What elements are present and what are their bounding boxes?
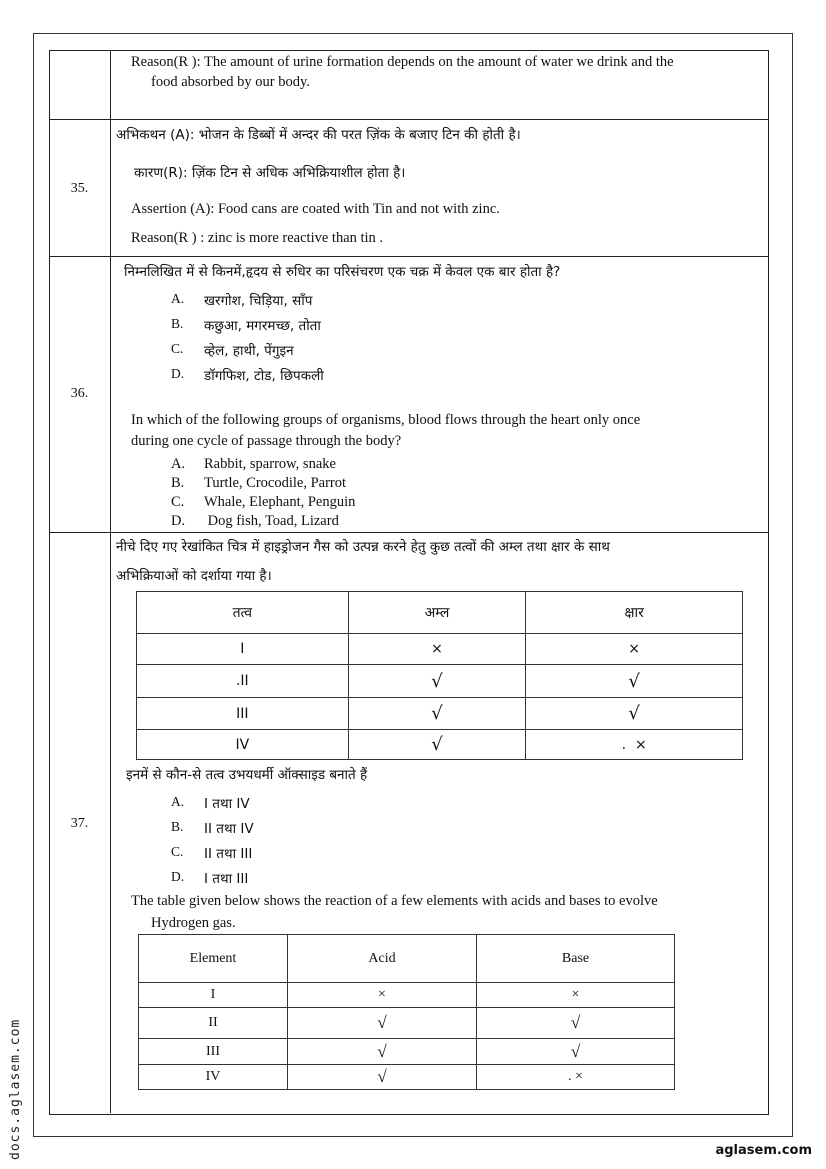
q35-assertion-hindi: अभिकथन (A): भोजन के डिब्बों में अन्दर की परत ज़िंक के बजाए टिन की होती है। (116, 127, 521, 143)
q34-reason-line2: food absorbed by our body. (151, 74, 310, 90)
table-header-cell: क्षार (526, 592, 743, 634)
option-text: डॉगफिश, टोड, छिपकली (204, 368, 324, 384)
option-label: B. (171, 316, 184, 331)
table-row (137, 665, 743, 698)
option-text: व्हेल, हाथी, पेंगुइन (204, 343, 294, 359)
option-label: D. (171, 869, 185, 884)
table-header-cell: अम्ल (348, 592, 526, 634)
side-watermark: docs.aglasem.com (8, 1018, 23, 1160)
table-cell: √ (288, 1039, 477, 1065)
q36-question-english-line1: In which of the following groups of organisms, blood flows through the heart only once (131, 412, 641, 428)
table-cell: √ (288, 1065, 477, 1090)
q36-question-english-line2: during one cycle of passage through the body? (131, 433, 402, 449)
table-cell: × (348, 634, 526, 665)
element-reaction-table-hindi (136, 591, 743, 760)
option-text: II तथा III (204, 846, 253, 862)
table-cell: IV (137, 730, 349, 760)
q37-intro-hindi-line1: नीचे दिए गए रेखांकित चित्र में हाइड्रोजन गैस को उत्पन्न करने हेतु कुछ तत्वों की अम्ल तथा क्षार के साथ (116, 539, 610, 555)
table-header-cell: तत्व (137, 592, 349, 634)
option-text: खरगोश, चिड़िया, साँप (204, 293, 313, 309)
table-cell: × (526, 634, 743, 665)
element-reaction-table-english (138, 934, 675, 1090)
option-label: A. (171, 794, 185, 809)
table-cell: √ (348, 665, 526, 698)
q37-intro-english-line2: Hydrogen gas. (151, 915, 236, 931)
option-text: II तथा IV (204, 821, 254, 837)
option-label: D. (171, 513, 186, 529)
table-header-row (139, 935, 675, 983)
table-cell: × (288, 983, 477, 1008)
option-label: C. (171, 341, 184, 356)
option-label: D. (171, 366, 185, 381)
table-cell: I (137, 634, 349, 665)
table-header-row (137, 592, 743, 634)
option-label: A. (171, 291, 185, 306)
table-header-cell: Acid (288, 935, 477, 983)
option-label: B. (171, 819, 184, 834)
table-cell: I (139, 983, 288, 1008)
q35-reason-english: Reason(R ) : zinc is more reactive than tin . (131, 230, 384, 246)
q34-reason-line1: Reason(R ): The amount of urine formation depends on the amount of water we drink and the (131, 54, 674, 70)
table-row (139, 1065, 675, 1090)
table-cell: III (139, 1039, 288, 1065)
q36-question-hindi: निम्नलिखित में से किनमें,हृदय से रुधिर का परिसंचरण एक चक्र में केवल एक बार होता है? (124, 264, 561, 280)
column-divider (110, 50, 111, 1113)
table-cell: √ (477, 1008, 675, 1039)
row-divider (49, 119, 769, 120)
brand-footer: aglasem.com (715, 1143, 812, 1158)
table-row (137, 730, 743, 760)
table-header-cell: Base (477, 935, 675, 983)
option-text: Whale, Elephant, Penguin (204, 494, 356, 510)
table-cell: IV (139, 1065, 288, 1090)
table-row (139, 1039, 675, 1065)
option-text: Rabbit, sparrow, snake (204, 456, 336, 472)
table-cell: III (137, 698, 349, 730)
table-row (139, 1008, 675, 1039)
row-divider (49, 256, 769, 257)
option-label: C. (171, 844, 184, 859)
option-text: कछुआ, मगरमच्छ, तोता (204, 318, 321, 334)
question-number: 35. (70, 181, 89, 196)
q35-reason-hindi: कारण(R): ज़िंक टिन से अधिक अभिक्रियाशील होता है। (134, 165, 406, 181)
table-cell: . × (526, 730, 743, 760)
option-text: I तथा III (204, 871, 249, 887)
option-label: B. (171, 475, 185, 491)
q35-assertion-english: Assertion (A): Food cans are coated with Tin and not with zinc. (131, 201, 500, 217)
option-text: Turtle, Crocodile, Parrot (204, 475, 347, 491)
row-divider (49, 532, 769, 533)
table-cell: II (139, 1008, 288, 1039)
table-row (137, 698, 743, 730)
table-cell: √ (348, 730, 526, 760)
option-label: C. (171, 494, 185, 510)
table-cell: √ (526, 698, 743, 730)
q37-intro-hindi-line2: अभिक्रियाओं को दर्शाया गया है। (116, 568, 272, 584)
table-cell: √ (477, 1039, 675, 1065)
question-number: 37. (70, 816, 89, 831)
option-text: Dog fish, Toad, Lizard (204, 513, 339, 529)
table-cell: √ (288, 1008, 477, 1039)
table-cell: × (477, 983, 675, 1008)
q37-question-hindi: इनमें से कौन-से तत्व उभयधर्मी ऑक्साइड बनाते हैं (126, 767, 368, 783)
table-cell: .II (137, 665, 349, 698)
table-row (139, 983, 675, 1008)
table-row (137, 634, 743, 665)
table-header-cell: Element (139, 935, 288, 983)
q37-intro-english-line1: The table given below shows the reaction of a few elements with acids and bases to evolve (131, 893, 658, 909)
table-cell: √ (348, 698, 526, 730)
question-number: 36. (70, 386, 89, 401)
table-cell: √ (526, 665, 743, 698)
option-text: I तथा IV (204, 796, 250, 812)
table-cell: . × (477, 1065, 675, 1090)
option-label: A. (171, 456, 186, 472)
